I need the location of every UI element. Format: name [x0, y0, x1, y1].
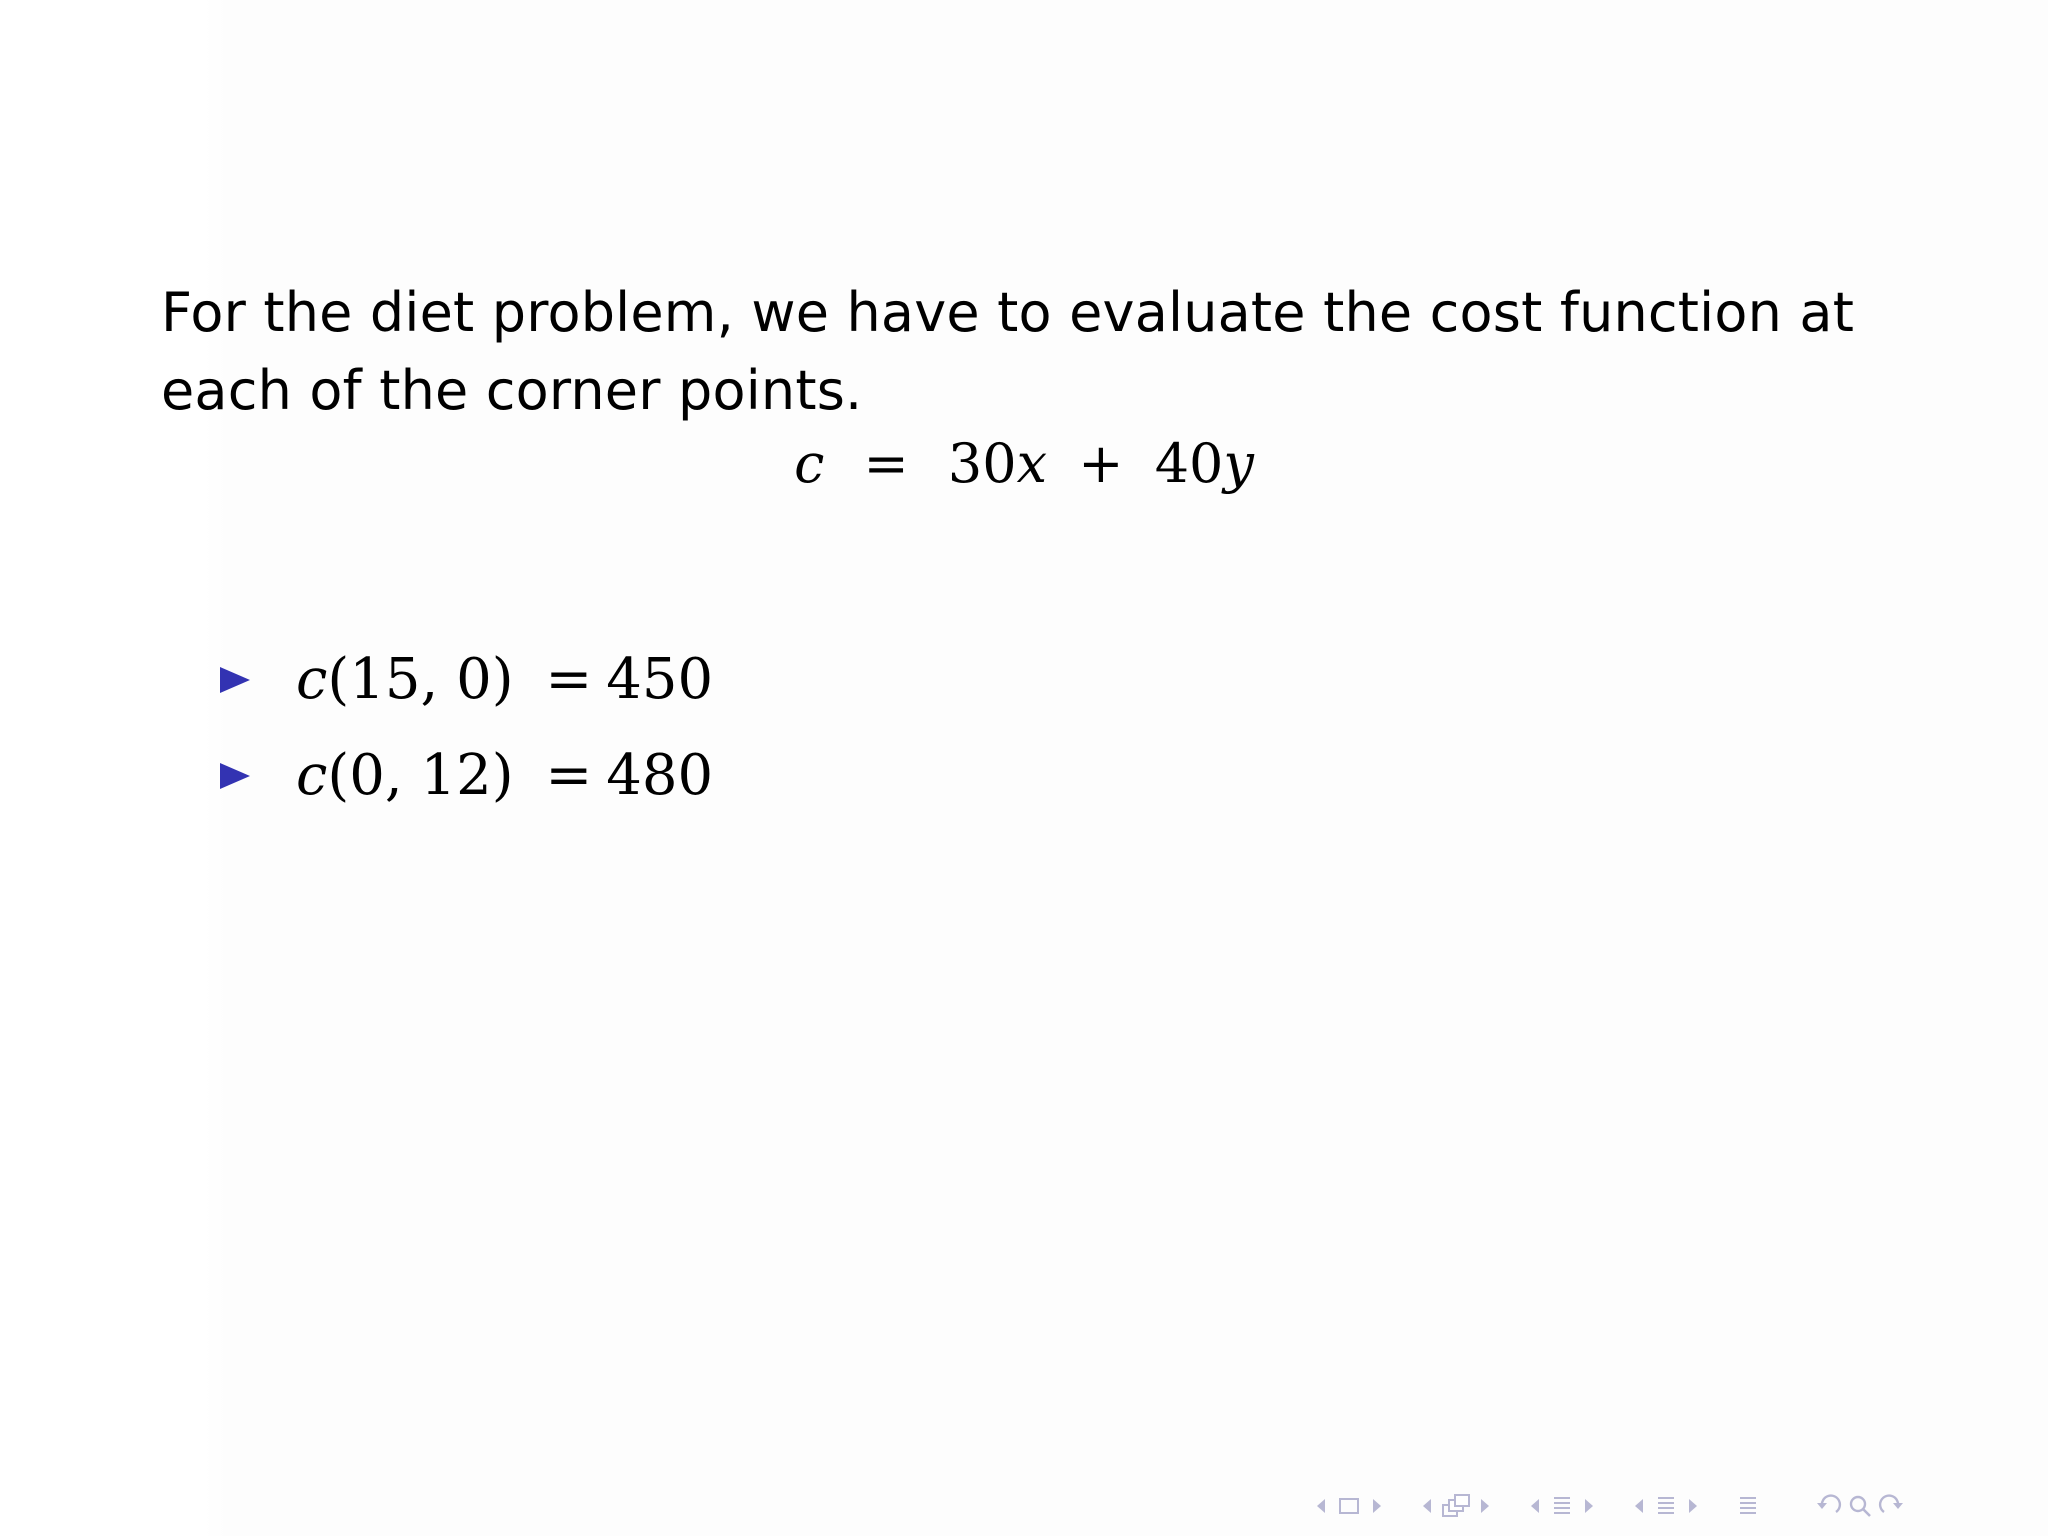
- equation-var1: x: [1016, 432, 1048, 495]
- item-fn: c: [296, 743, 328, 808]
- section-nav-group: [1524, 1492, 1600, 1520]
- forward-icon[interactable]: [1876, 1492, 1908, 1520]
- subsection-nav-group: [1416, 1492, 1496, 1520]
- item-fn: c: [296, 647, 328, 712]
- appendix-icon[interactable]: [1732, 1492, 1764, 1520]
- equation-coef1: 30: [947, 432, 1017, 495]
- equation-equals: =: [863, 432, 909, 495]
- item-args: (15, 0): [327, 647, 514, 712]
- right-arrow-icon[interactable]: [1366, 1492, 1388, 1520]
- subsection-icon[interactable]: [1438, 1492, 1474, 1520]
- item-args: (0, 12): [327, 743, 514, 808]
- search-nav-group: [1812, 1492, 1908, 1520]
- presentation-nav-group: [1628, 1492, 1704, 1520]
- equation-lhs: c: [794, 432, 825, 495]
- corner-point-list: [218, 632, 713, 824]
- triangle-bullet-icon: [218, 761, 252, 791]
- right-arrow-icon[interactable]: [1578, 1492, 1600, 1520]
- intro-paragraph: For the diet problem, we have to evaluate the cost function at each of the corner points.: [161, 281, 1855, 422]
- equation-coef2: 40: [1154, 432, 1224, 495]
- appendix-nav-group: [1732, 1492, 1764, 1520]
- left-arrow-icon[interactable]: [1524, 1492, 1546, 1520]
- list-item: [218, 728, 713, 824]
- frame-icon[interactable]: [1332, 1492, 1366, 1520]
- right-arrow-icon[interactable]: [1682, 1492, 1704, 1520]
- triangle-bullet-icon: [218, 665, 252, 695]
- item-value: 450: [606, 647, 714, 712]
- beamer-navigation-bar: [1310, 1488, 2040, 1524]
- cost-equation: [0, 432, 2048, 496]
- presentation-icon[interactable]: [1650, 1492, 1682, 1520]
- equation-plus: +: [1078, 432, 1124, 495]
- list-item-text: [296, 744, 713, 808]
- back-icon[interactable]: [1812, 1492, 1844, 1520]
- item-value: 480: [606, 743, 714, 808]
- left-arrow-icon[interactable]: [1310, 1492, 1332, 1520]
- item-equals: =: [545, 647, 593, 712]
- right-arrow-icon[interactable]: [1474, 1492, 1496, 1520]
- list-item-text: [296, 648, 713, 712]
- left-arrow-icon[interactable]: [1416, 1492, 1438, 1520]
- equation-var2: y: [1223, 432, 1254, 495]
- search-icon[interactable]: [1844, 1492, 1876, 1520]
- item-equals: =: [545, 743, 593, 808]
- section-icon[interactable]: [1546, 1492, 1578, 1520]
- list-item: [218, 632, 713, 728]
- frame-nav-group: [1310, 1492, 1388, 1520]
- left-arrow-icon[interactable]: [1628, 1492, 1650, 1520]
